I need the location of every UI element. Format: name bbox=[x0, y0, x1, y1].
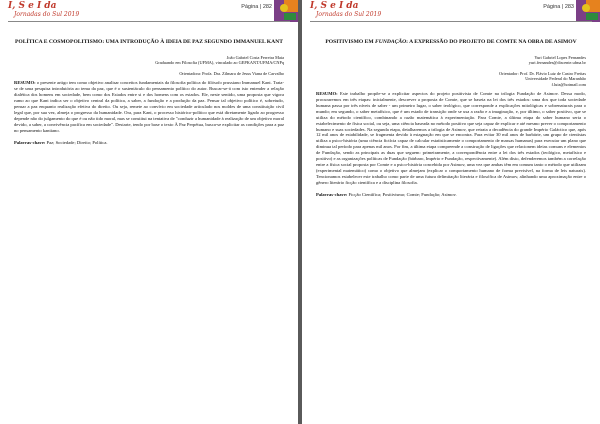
page-number: Página | 283 bbox=[543, 4, 574, 10]
abstract-label: RESUMO: bbox=[14, 80, 36, 86]
page-header bbox=[0, 0, 298, 22]
keywords-label: Palavras-chave: bbox=[14, 139, 46, 145]
page-body bbox=[302, 22, 600, 197]
abstract-label: RESUMO: bbox=[316, 91, 338, 97]
keywords-label: Palavras-chave: bbox=[316, 191, 348, 197]
author-name: João Gabriel Costa Ferreira Maia bbox=[226, 54, 284, 60]
paper-title: POLÍTICA E COSMOPOLITISMO: UMA INTRODUÇÃO À IDEIA DE PAZ SEGUNDO IMMANUEL KANT bbox=[15, 39, 283, 45]
author-name: Yuri Gabriel Lopes Fernandes bbox=[534, 54, 586, 60]
keywords bbox=[316, 192, 586, 198]
logo-title: I, S e I da bbox=[8, 1, 57, 11]
author-block bbox=[316, 55, 586, 87]
keywords-text: Ficção Científica; Positivismo; Comte; Fundação; Asimov. bbox=[347, 191, 457, 197]
page-number: Página | 282 bbox=[241, 4, 272, 10]
title-part-1: POSITIVISMO EM bbox=[325, 39, 376, 45]
abstract-text: o presente artigo tem como objetivo analisar conceitos fundamentais da filosofia política do filósofo prussiano Immanuel Kant. Trata-se de uma pesquisa introdutória ao tema da paz, que é o sustentáculo do pensamento político do autor. Buscar-se-á com isto entender a relação dialética dos homens em sociedade, bem como dos Estados entre si e dos homens com os estados. Ele, neste sentido, uma proposta que vigora rumo ao que Kant indica ser o objetivo central da política, a saber, a fundação e a produção da paz. Pensar tal objetivo político é, sobretudo, pensar a paz enquanto realização efetiva do direito. Ou seja, remete ao convívio em sociedade articulado nos moldes de uma constituição civil legal que, por sua vez, almeja o progresso da humanidade. Ora, para Kant, o processo histórico-político que está diretamente ligado ao progresso depende não do julgamento do que é ou não tido moral, mas se constitui na tentativa de "conduzir a humanidade à realização de um objetivo moral devido, a saber, a convivência pacífica em sociedade". Destarte, tendo por base o texto À Paz Perpétua, busca-se explicitar as condições para a paz no pensamento kantiano. bbox=[14, 80, 285, 133]
author-block bbox=[14, 55, 284, 77]
left-page bbox=[0, 0, 298, 424]
title-italic: FUNDAÇÃO bbox=[375, 39, 407, 45]
keywords bbox=[14, 140, 284, 146]
event-logo bbox=[310, 2, 400, 20]
title-part-2: : A EXPRESSÃO DO PROJETO DE COMTE NA OBRA DE ASIMOV bbox=[406, 39, 577, 45]
abstract bbox=[14, 80, 284, 133]
logo-subtitle: Jornadas do Sul 2019 bbox=[316, 11, 382, 18]
author-email: yuri.fernandes@discente.ufma.br bbox=[528, 59, 586, 65]
logo-title: I, S e I da bbox=[310, 1, 359, 11]
logo-subtitle: Jornadas do Sul 2019 bbox=[14, 11, 80, 18]
page-body bbox=[0, 22, 298, 146]
abstract bbox=[316, 91, 586, 186]
advisor-line: Orientadora: Profa. Dra. Zilmara de Jesus Viana de Carvalho bbox=[179, 71, 284, 77]
paper-title bbox=[316, 38, 586, 47]
author-affiliation: Graduando em Filosofia (UFMA), vinculado ao GEPKANT/UFMA/CNPq bbox=[155, 59, 284, 65]
corner-logo-icon bbox=[576, 0, 600, 22]
header-divider bbox=[8, 21, 290, 22]
header-divider bbox=[310, 21, 592, 22]
abstract-text: Este trabalho propõe-se a explicitar aspectos do projeto positivista de Comte na trilogia Fundação de Asimov. Dessa modo, procuraremos em três etapas: inicialmente, descrever a proposta de Comte, que se baseia na lei dos três estados: uma dos que toda sociedade humana passa por três níveis de saber - um primeiro lugar, o saber teológico, que corresponde a explicações mitológicas e sobrenaturais para o mundo; em segundo, o saber metafísico, que é um estado de transição onde se usa a razão e a imaginação, e, por último, o saber positivo, que se utiliza do método científico, combinando a razão matemática à experimentação. Para Comte, a última etapa do saber humano seria o estabelecimento de física social, ou seja, uma ciência baseada no método positivo que seja capaz de explicar e até mesmo prever o comportamento humano e suas sociedades. Na segunda etapa, detalharemos a trilogia de Asimov, que retrata a decadência do grande Império Galáctico que, após 12 mil anos de estabilidade, se fragmenta devido à estagnação em que se encontra. Para evitar 30 mil anos de barbárie, um grupo de cientistas utiliza a psico-história (uma ciência fictícia capaz de calcular estatisticamente o comportamento de massas humanas) para executar um plano que diminua tal período para apenas mil anos. Por fim, a última etapa compreende a construção de ligações que relacionem ideias comuns e elementos de Fundação, sendo as principais as duas que seguem: primeiramente, a correspondência entre a lei dos três estados (teológico, metafísico e positivo) e as organizações políticas de Fundação (bárbaro, Império e Fundação, respectivamente). Além disto, defenderemos também a correlação entre a física social proposta por Comte e a psico-história concebida por Asimov, uma vez que ambas têm em comum tanto o método que utilizam (experimental matemático) como o objetivo que almejam (explicar o comportamento humano de forma previsível, na forma de leis naturais). Tencionamos estabelecer este trabalho como parte de uma futura delimitação literária e filosófica de Asimov, alinhando uma aproximação entre o gênero literário ficção científica e a disciplina filosofia. bbox=[316, 91, 586, 185]
right-page bbox=[302, 0, 600, 424]
advisor-affiliation: Universidade Federal do Maranhão bbox=[525, 76, 586, 82]
advisor-line: Orientador: Prof. Dr. Flávio Luiz de Castro Freitas bbox=[499, 71, 586, 77]
keywords-text: Paz; Sociedade; Direito; Política. bbox=[45, 139, 108, 145]
page-header bbox=[302, 0, 600, 22]
advisor-email: f.luiz@hotmail.com bbox=[551, 81, 586, 87]
event-logo bbox=[8, 2, 98, 20]
corner-logo-icon bbox=[274, 0, 298, 22]
